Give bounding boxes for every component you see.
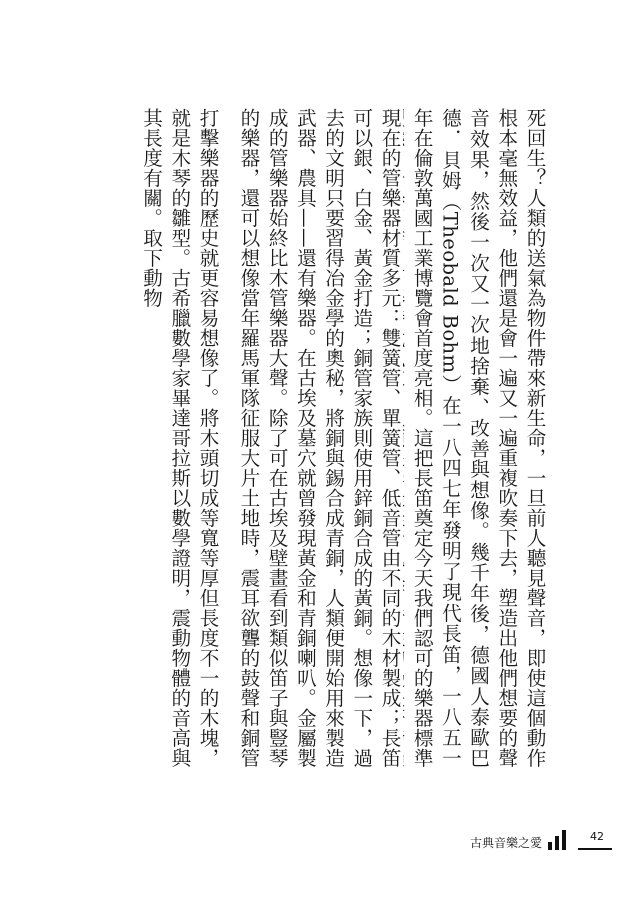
page-number: 42: [590, 830, 604, 843]
page-footer: [470, 828, 566, 850]
body-text: [78, 108, 548, 768]
footer-rule: [578, 848, 612, 850]
paragraph-1: 死回生？人類的送氣為物件帶來新生命，一旦前人聽見聲音，即使這個動作根本毫無效益，他們還是會一遍又一遍重複吹奏下去，塑造出他們想要的聲音效果，然後一次又一次地捨棄、改善與想像。幾千年後，德國人泰歐巴德．貝姆（Theobald Bohm）在一八四七年發明了現代長笛，一八五一年在倫敦萬國工業博覽會首度亮相。這把長笛奠定今天我們認可的樂器標準: [410, 108, 546, 768]
paragraph-2: 現在的管樂器材質多元：雙簧管、單簧管、低音管由不同的木材製成；長笛可以銀、白金、黃金打造；銅管家族則使用鋅銅合成的黃銅。想像一下，過去的文明只要習得冶金學的奧秘，將銅與錫合成青銅，人類便開始用來製造武器、農具——還有樂器。在古埃及墓穴就曾發現黃金和青銅喇叭。金屬製成的管樂器始終比木管樂器大聲。除了可在古埃及壁畫看到類似笛子與豎琴的樂器，還可以想像當年羅馬軍隊征服大片土地時，震耳欲聾的鼓聲和銅管: [236, 108, 401, 768]
bars-icon: [548, 828, 566, 850]
running-title: 古典音樂之愛: [470, 836, 543, 850]
paragraph-3: 打擊樂器的歷史就更容易想像了。將木頭切成等寬等厚但長度不一的木塊，就是木琴的雛型。古希臘數學家畢達哥拉斯以數學證明，震動物體的音高與其長度有關。取下動物: [139, 108, 219, 768]
